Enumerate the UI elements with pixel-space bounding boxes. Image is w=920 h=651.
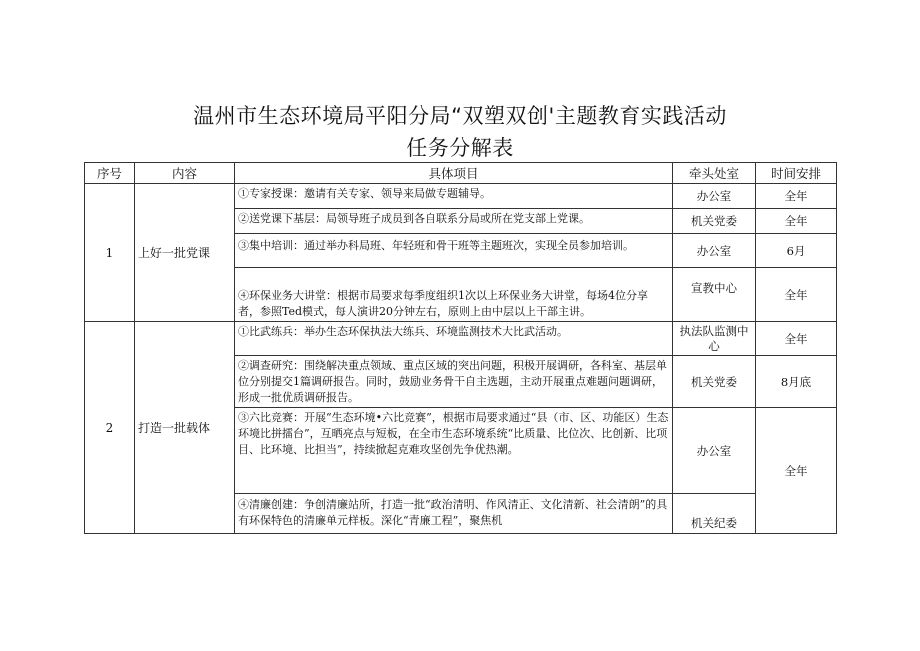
document-title: 温州市生态环境局平阳分局“双塑双创'主题教育实践活动 [193, 104, 727, 128]
task-item: ②送党课下基层：局领导班子成员到各自联系分局或所在党支部上党课。 [235, 209, 673, 234]
task-time: 全年 [756, 322, 837, 356]
task-item: ②调查研究：围绕解决重点领域、重点区域的突出问题，积极开展调研，各科室、基层单位分别提交1篇调研报告。同时，鼓励业务骨干自主选题，主动开展重点难题问题调研，形成一批优质调研报告。 [235, 356, 673, 408]
task-item: ③六比竞赛：开展“生态环境•六比竞赛”，根据市局要求通过“县（市、区、功能区）生态环境比拼擂台”，互晒亮点与短板，在全市生态环境系统“比质量、比位次、比创新、比项目、比环境、比担当”，持续掀起克难攻坚创先争优热潮。 [235, 408, 673, 494]
task-item: ①专家授课：邀请有关专家、领导来局做专题辅导。 [235, 184, 673, 209]
group-content: 上好一批党课 [135, 184, 235, 322]
task-dept: 办公室 [673, 184, 756, 209]
task-dept: 宣教中心 [673, 268, 756, 322]
table-header-row [85, 163, 837, 184]
task-dept: 机关党委 [673, 356, 756, 408]
task-time: 6月 [756, 234, 837, 268]
group-number: 1 [85, 184, 135, 322]
header-time: 时间安排 [756, 163, 837, 184]
task-table [84, 162, 837, 534]
task-dept: 执法队监测中心 [673, 322, 756, 356]
header-item: 具体项目 [235, 163, 673, 184]
task-item: ④清廉创建：争创清廉站所，打造一批“政治清明、作风清正、文化清新、社会清朗”的具有环保特色的清廉单元样板。深化“青廉工程”，聚焦机 [235, 494, 673, 534]
task-time: 全年 [756, 184, 837, 209]
task-item: ③集中培训：通过举办科局班、年轻班和骨干班等主题班次，实现全员参加培训。 [235, 234, 673, 268]
task-time: 全年 [756, 209, 837, 234]
task-dept: 办公室 [673, 408, 756, 494]
task-time: 全年 [756, 408, 837, 534]
task-time: 全年 [756, 268, 837, 322]
header-no: 序号 [85, 163, 135, 184]
task-item: ①比武练兵：举办生态环保执法大练兵、环境监测技术大比武活动。 [235, 322, 673, 356]
task-item: ④环保业务大讲堂：根据市局要求每季度组织1次以上环保业务大讲堂，每场4位分享者，参照Ted模式，每人演讲20分钟左右，原则上由中层以上干部主讲。 [235, 268, 673, 322]
task-time: 8月底 [756, 356, 837, 408]
table-row [85, 184, 837, 209]
document-subtitle: 任务分解表 [406, 136, 514, 160]
header-content: 内容 [135, 163, 235, 184]
group-content: 打造一批载体 [135, 322, 235, 534]
task-dept: 机关纪委 [673, 494, 756, 534]
header-dept: 牵头处室 [673, 163, 756, 184]
group-number: 2 [85, 322, 135, 534]
task-dept: 办公室 [673, 234, 756, 268]
task-dept: 机关党委 [673, 209, 756, 234]
table-row [85, 322, 837, 356]
